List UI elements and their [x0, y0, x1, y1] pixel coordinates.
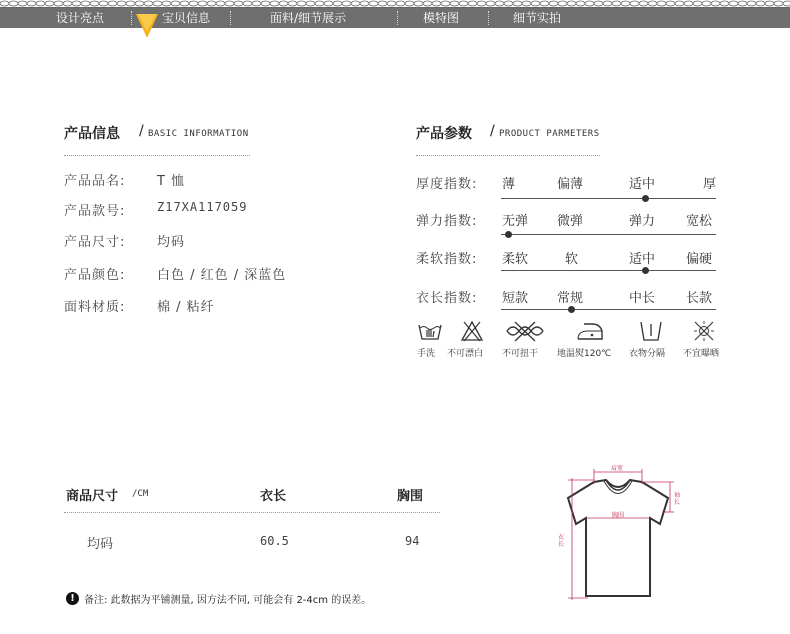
param-option: 宽松: [686, 214, 713, 229]
hand-wash-icon: [417, 319, 443, 343]
nav-band: [0, 8, 790, 28]
info-value-style-no: Z17XA117059: [157, 200, 248, 214]
size-cell: 均码: [87, 537, 114, 552]
hang-dry-icon: [638, 319, 664, 343]
param-track-softness: [501, 270, 716, 271]
param-option: 偏薄: [557, 177, 584, 192]
param-option: 长款: [686, 291, 713, 306]
param-option: 常规: [557, 291, 584, 306]
param-option: 软: [565, 252, 579, 267]
param-option: 微弹: [557, 214, 584, 229]
size-header-label: 商品尺寸: [66, 489, 119, 504]
info-label-size: 产品尺寸:: [64, 235, 126, 250]
sleeve-label: 袖长: [674, 492, 681, 506]
top-nav: [0, 0, 790, 28]
tab-model-photos[interactable]: 模特图: [423, 11, 460, 25]
param-label-length: 衣长指数:: [416, 291, 478, 306]
info-label-color: 产品颜色:: [64, 268, 126, 283]
tshirt-outline-icon: [554, 460, 682, 602]
param-track-elasticity: [501, 234, 716, 235]
length-cell: 60.5: [260, 534, 289, 548]
no-sun-icon: [691, 319, 717, 343]
info-value-material: 棉 / 粘纤: [157, 300, 215, 315]
param-option: 柔软: [502, 252, 529, 267]
info-label-material: 面料材质:: [64, 300, 126, 315]
tshirt-measurement-diagram: [554, 460, 682, 602]
heading-divider: [64, 155, 250, 156]
param-indicator-elasticity: [505, 231, 512, 238]
param-option: 偏硬: [686, 252, 713, 267]
no-wring-icon: [505, 319, 545, 343]
no-bleach-icon: [459, 319, 485, 343]
param-option: 中长: [629, 291, 656, 306]
chest-label: 胸围: [612, 512, 625, 519]
product-info-title: 产品信息: [64, 126, 120, 142]
tab-fabric-details[interactable]: 面料/细节展示: [270, 11, 347, 25]
param-label-softness: 柔软指数:: [416, 252, 478, 267]
care-label: 地温熨120℃: [557, 349, 612, 359]
param-indicator-softness: [642, 267, 649, 274]
param-option: 薄: [502, 177, 516, 192]
care-label: 不可漂白: [447, 349, 484, 359]
low-iron-icon: [574, 319, 606, 343]
care-label: 不宜曝晒: [683, 349, 720, 359]
nav-chain-border: [0, 0, 790, 8]
product-params-subtitle: PRODUCT PARMETERS: [499, 129, 600, 139]
measurement-note: 备注: 此数据为平铺测量, 因方法不同, 可能会有 2-4cm 的误差。: [84, 595, 372, 606]
care-label: 不可扭干: [502, 349, 539, 359]
info-label-style-no: 产品款号:: [64, 204, 126, 219]
param-track-thickness: [501, 198, 716, 199]
info-label-name: 产品品名:: [64, 174, 126, 189]
nav-separator: [230, 11, 231, 25]
chest-cell: 94: [405, 534, 420, 548]
param-option: 厚: [703, 177, 717, 192]
param-label-elasticity: 弹力指数:: [416, 214, 478, 229]
table-divider: [64, 512, 440, 513]
param-option: 适中: [629, 177, 656, 192]
tab-design-highlights[interactable]: 设计亮点: [56, 11, 105, 25]
length-label: 衣长: [558, 534, 565, 548]
length-header-label: 衣长: [260, 489, 287, 504]
care-label: 衣物分隔: [629, 349, 666, 359]
param-option: 无弹: [502, 214, 529, 229]
param-label-thickness: 厚度指数:: [416, 177, 478, 192]
tab-product-info[interactable]: 宝贝信息: [162, 11, 211, 25]
product-info-subtitle: BASIC INFORMATION: [148, 129, 249, 139]
active-tab-marker-icon: [136, 8, 158, 40]
info-value-color: 白色 / 红色 / 深蓝色: [157, 268, 287, 283]
info-value-name: T 恤: [157, 174, 186, 189]
param-indicator-length: [568, 306, 575, 313]
chest-header-label: 胸围: [397, 489, 424, 504]
care-label: 手洗: [417, 349, 436, 359]
nav-separator: [488, 11, 489, 25]
heading-divider: [416, 155, 600, 156]
param-option: 适中: [629, 252, 656, 267]
exclamation-icon: !: [66, 592, 79, 605]
param-indicator-thickness: [642, 195, 649, 202]
param-option: 弹力: [629, 214, 656, 229]
product-params-title: 产品参数: [416, 126, 472, 142]
heading-slash: /: [139, 123, 144, 139]
param-option: 短款: [502, 291, 529, 306]
heading-slash: /: [490, 123, 495, 139]
param-track-length: [501, 309, 716, 310]
nav-separator: [397, 11, 398, 25]
info-value-size: 均码: [157, 235, 186, 250]
size-header-unit: /CM: [132, 489, 149, 499]
tab-detail-photos[interactable]: 细节实拍: [513, 11, 562, 25]
shoulder-label: 肩宽: [611, 465, 624, 472]
nav-separator: [131, 11, 132, 25]
